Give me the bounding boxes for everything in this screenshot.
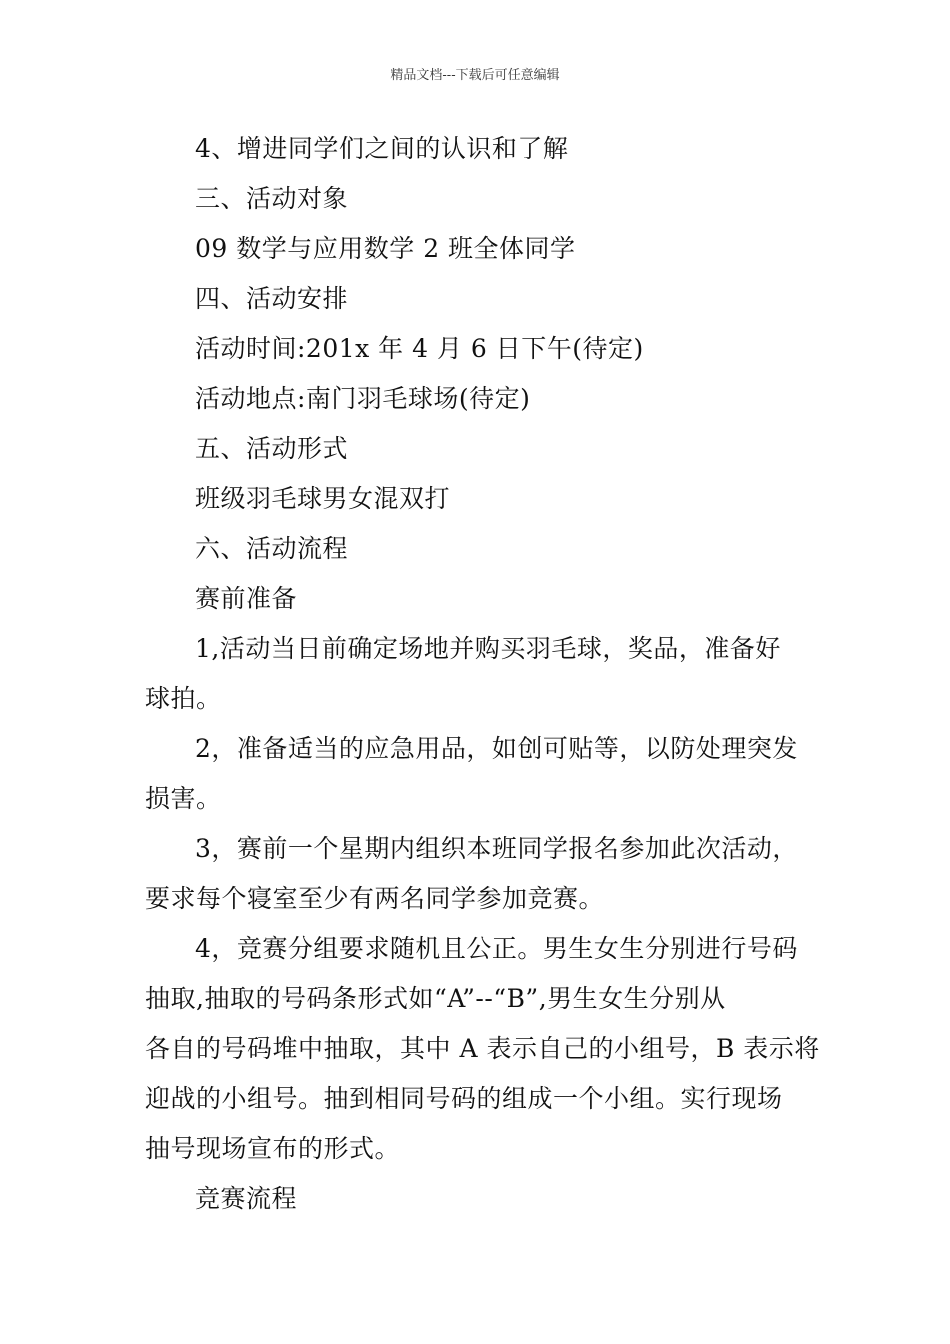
paragraph-line: 抽取,抽取的号码条形式如“A”--“B”,男生女生分别从 [145, 984, 726, 1013]
paragraph-line: 损害。 [145, 784, 222, 813]
paragraph-line: 要求每个寝室至少有两名同学参加竞赛。 [145, 884, 605, 913]
paragraph-line: 迎战的小组号。抽到相同号码的组成一个小组。实行现场 [145, 1084, 783, 1113]
section-heading: 六、活动流程 [195, 534, 349, 563]
paragraph-line: 球拍。 [145, 684, 222, 713]
section-heading: 四、活动安排 [195, 284, 349, 313]
paragraph-line: 各自的号码堆中抽取，其中 A 表示自己的小组号，B 表示将 [145, 1034, 820, 1063]
document-body [145, 124, 820, 1224]
paragraph-line: 2，准备适当的应急用品，如创可贴等，以防处理突发 [195, 734, 798, 763]
paragraph-line: 4，竞赛分组要求随机且公正。男生女生分别进行号码 [195, 934, 798, 963]
text-line: 活动地点:南门羽毛球场(待定) [195, 384, 531, 413]
page-header: 精品文档---下载后可任意编辑 [390, 68, 560, 83]
paragraph-line: 1,活动当日前确定场地并购买羽毛球，奖品，准备好 [195, 634, 781, 663]
text-line: 班级羽毛球男女混双打 [195, 484, 451, 513]
text-line: 09 数学与应用数学 2 班全体同学 [195, 234, 576, 263]
text-line: 4、增进同学们之间的认识和了解 [195, 134, 569, 163]
paragraph-line: 抽号现场宣布的形式。 [145, 1134, 401, 1163]
text-line: 活动时间:201x 年 4 月 6 日下午(待定) [195, 334, 644, 363]
subsection-heading: 竞赛流程 [195, 1184, 298, 1213]
subsection-heading: 赛前准备 [195, 584, 298, 613]
paragraph-line: 3，赛前一个星期内组织本班同学报名参加此次活动， [195, 834, 798, 863]
section-heading: 三、活动对象 [195, 184, 349, 213]
section-heading: 五、活动形式 [195, 434, 349, 463]
